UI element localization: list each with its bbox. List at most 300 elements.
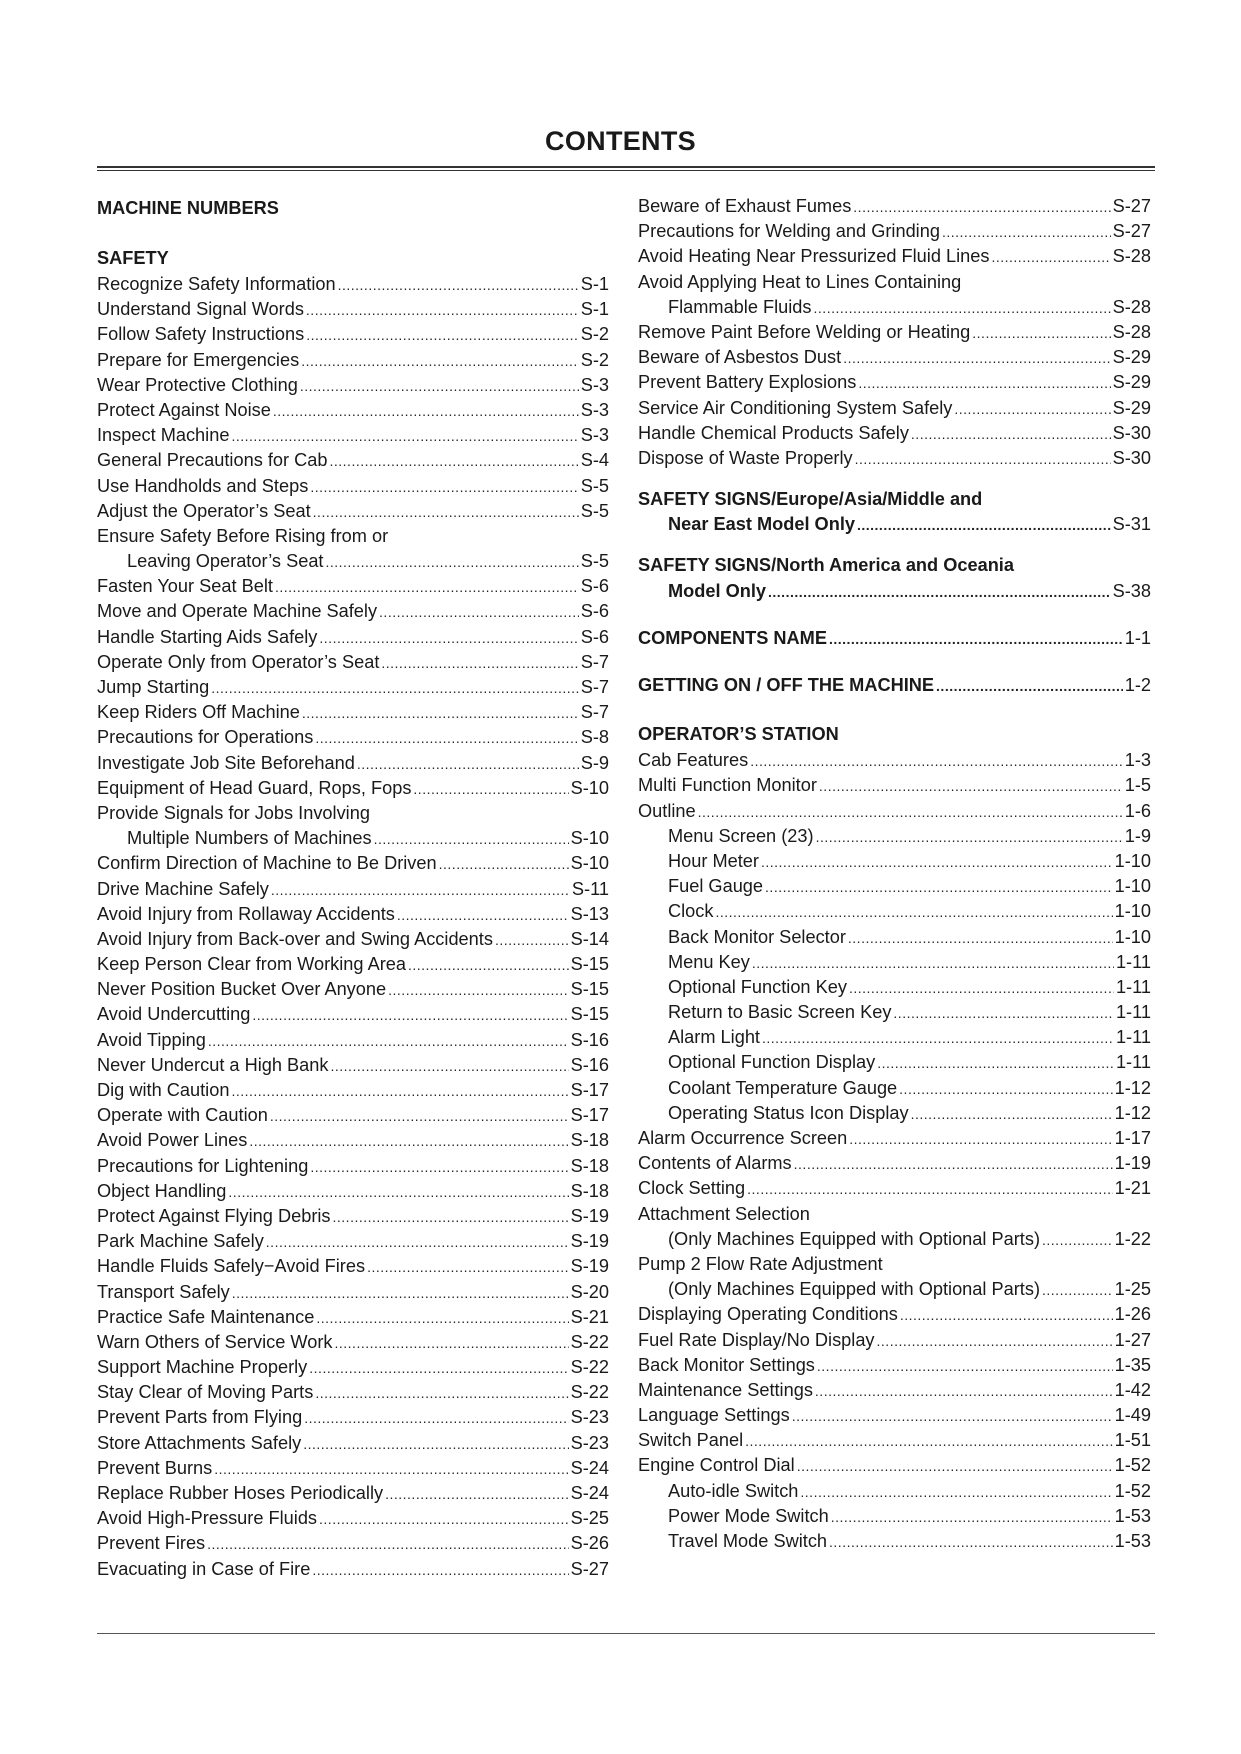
toc-entry[interactable]	[97, 1002, 609, 1027]
toc-page-number: S-7	[580, 677, 609, 697]
toc-entry[interactable]	[97, 952, 609, 977]
toc-entry-title: Contents of Alarms	[638, 1153, 792, 1174]
toc-entry[interactable]	[638, 295, 1151, 320]
toc-entry[interactable]	[638, 950, 1151, 975]
toc-entry-title: Store Attachments Safely	[97, 1432, 302, 1453]
toc-entry-title: Avoid Tipping	[97, 1029, 206, 1050]
toc-entry-title: Protect Against Noise	[97, 399, 271, 420]
toc-entry[interactable]	[638, 396, 1151, 421]
toc-page-number: S-3	[580, 425, 609, 446]
toc-page-number: S-6	[580, 626, 609, 647]
toc-entry-title: Multiple Numbers of Machines	[127, 828, 372, 849]
toc-entry-title: Adjust the Operator’s Seat	[97, 500, 311, 521]
toc-entry[interactable]	[97, 348, 609, 373]
toc-entry[interactable]	[638, 270, 1151, 295]
toc-entry[interactable]	[638, 345, 1151, 370]
toc-entry[interactable]	[97, 1179, 609, 1204]
dot-leader	[831, 1504, 1113, 1530]
dot-leader	[310, 1154, 568, 1180]
toc-entry[interactable]	[97, 297, 609, 322]
dot-leader	[911, 421, 1111, 447]
toc-page-number: S-17	[570, 1080, 609, 1100]
toc-entry-title: Outline	[638, 800, 696, 821]
dot-leader	[266, 1229, 569, 1255]
dot-leader	[306, 297, 579, 323]
toc-entry[interactable]	[97, 1355, 609, 1380]
dot-leader	[893, 1000, 1114, 1026]
toc-entry[interactable]	[97, 902, 609, 927]
toc-entry[interactable]	[97, 625, 609, 650]
toc-entry[interactable]	[638, 925, 1151, 950]
dot-leader	[228, 1179, 568, 1205]
toc-entry[interactable]	[97, 675, 609, 700]
toc-page-number: 1-25	[1114, 1279, 1151, 1300]
toc-entry-title: Prevent Fires	[97, 1533, 206, 1554]
toc-entry-title: Recognize Safety Information	[97, 274, 336, 294]
toc-page-number: 1-27	[1114, 1329, 1151, 1350]
toc-entry[interactable]	[97, 599, 609, 624]
toc-entry[interactable]	[638, 824, 1151, 849]
dot-leader	[316, 1305, 568, 1331]
toc-page-number: S-1	[580, 274, 609, 294]
toc-entry[interactable]	[97, 927, 609, 952]
toc-entry-title: Use Handholds and Steps	[97, 475, 309, 496]
toc-entry-title: Inspect Machine	[97, 425, 230, 446]
toc-entry-title: Cab Features	[638, 750, 749, 771]
toc-entry[interactable]	[638, 773, 1151, 798]
toc-entry-title: Service Air Conditioning System Safely	[638, 397, 953, 418]
toc-page-number: S-17	[570, 1105, 609, 1126]
dot-leader	[899, 1076, 1112, 1102]
toc-entry[interactable]	[638, 1479, 1151, 1504]
toc-entry-title: Beware of Exhaust Fumes	[638, 196, 852, 216]
toc-page-number: S-2	[580, 349, 609, 370]
toc-entry[interactable]	[638, 1328, 1151, 1353]
toc-page-number: 1-5	[1124, 775, 1151, 796]
toc-entry[interactable]	[638, 1302, 1151, 1327]
toc-entry-getting-on-off[interactable]: GETTING ON / OFF THE MACHINE ..... 1-2	[638, 673, 1151, 698]
dot-leader	[815, 1378, 1113, 1404]
title-divider	[97, 166, 1155, 171]
toc-entry-title: Power Mode Switch	[668, 1505, 829, 1526]
toc-page-number: 1-12	[1114, 1102, 1151, 1123]
toc-entry-title: (Only Machines Equipped with Optional Parts)	[668, 1228, 1041, 1249]
toc-entry[interactable]	[97, 1456, 609, 1481]
toc-page-number: S-27	[1112, 196, 1151, 216]
toc-entry-title: Multi Function Monitor	[638, 775, 817, 796]
dot-leader	[800, 1479, 1112, 1505]
toc-entry-title: Auto-idle Switch	[668, 1480, 799, 1501]
section-heading-machine-numbers[interactable]: MACHINE NUMBERS	[97, 198, 279, 218]
toc-page-number: 1-51	[1114, 1430, 1151, 1451]
toc-entry[interactable]	[638, 1504, 1151, 1529]
toc-entry[interactable]	[97, 977, 609, 1002]
toc-entry[interactable]: Near East Model Only ..... S-31	[638, 512, 1151, 537]
dot-leader	[357, 751, 579, 777]
dot-leader	[252, 1002, 568, 1028]
toc-page-number: S-22	[570, 1357, 609, 1378]
toc-entry[interactable]	[638, 370, 1151, 395]
toc-entry-title: Back Monitor Selector	[668, 926, 846, 947]
dot-leader	[439, 851, 569, 877]
toc-entry[interactable]	[97, 1431, 609, 1456]
dot-leader	[752, 950, 1114, 976]
toc-entry[interactable]	[638, 849, 1151, 874]
dot-leader	[231, 423, 578, 449]
dot-leader	[214, 1456, 568, 1482]
toc-page-number: S-19	[570, 1256, 609, 1277]
dot-leader	[309, 1355, 568, 1381]
toc-entry[interactable]	[97, 1481, 609, 1506]
toc-entry-title: Optional Function Display	[668, 1052, 876, 1073]
toc-entry[interactable]	[97, 574, 609, 599]
toc-entry[interactable]	[97, 373, 609, 398]
toc-entry-title: Displaying Operating Conditions	[638, 1304, 898, 1325]
toc-entry-title: Equipment of Head Guard, Rops, Fops	[97, 777, 412, 798]
toc-entry[interactable]	[638, 975, 1151, 1000]
toc-page-number: S-3	[580, 399, 609, 420]
toc-entry-title: Handle Chemical Products Safely	[638, 422, 909, 443]
dot-leader	[385, 1481, 568, 1507]
toc-entry-title: Never Position Bucket Over Anyone	[97, 979, 387, 1000]
toc-entry-title: Avoid Power Lines	[97, 1130, 248, 1151]
toc-entry-title: Wear Protective Clothing	[97, 374, 298, 395]
dot-leader	[1042, 1277, 1113, 1303]
dot-leader	[302, 700, 579, 726]
toc-entry-title: Dispose of Waste Properly	[638, 447, 853, 468]
toc-page-number: S-10	[570, 853, 609, 874]
dot-leader	[207, 1531, 568, 1557]
toc-entry[interactable]	[97, 272, 609, 297]
toc-page-number: 1-3	[1124, 750, 1151, 771]
toc-entry-title: Engine Control Dial	[638, 1455, 795, 1476]
toc-entry[interactable]	[97, 1405, 609, 1430]
toc-entry[interactable]: Model Only ..... S-38	[638, 579, 1151, 604]
toc-page-number: S-28	[1112, 246, 1151, 267]
toc-entry-title: Investigate Job Site Beforehand	[97, 752, 355, 773]
toc-entry[interactable]	[97, 1305, 609, 1330]
toc-entry-title: Maintenance Settings	[638, 1379, 813, 1400]
toc-entry-title: Switch Panel	[638, 1430, 744, 1451]
dot-leader	[765, 874, 1113, 900]
dot-leader	[972, 320, 1110, 346]
toc-entry[interactable]	[97, 826, 609, 851]
toc-entry[interactable]	[638, 194, 1151, 219]
dot-leader	[232, 1280, 569, 1306]
dot-leader	[313, 499, 579, 525]
dot-leader	[275, 574, 579, 600]
toc-entry-title: Never Undercut a High Bank	[97, 1054, 329, 1075]
dot-leader	[698, 799, 1123, 825]
dot-leader	[315, 1380, 568, 1406]
dot-leader	[715, 899, 1112, 925]
toc-entry-title: Handle Starting Aids Safely	[97, 626, 318, 647]
toc-page-number: S-30	[1112, 422, 1151, 443]
toc-entry[interactable]	[97, 322, 609, 347]
dot-leader	[301, 348, 579, 374]
toc-page-number: S-6	[580, 601, 609, 622]
toc-entry[interactable]	[97, 1330, 609, 1355]
toc-entry[interactable]	[97, 1557, 609, 1582]
toc-entry[interactable]	[638, 1000, 1151, 1025]
toc-entry[interactable]	[638, 1277, 1151, 1302]
toc-page-number: S-21	[570, 1306, 609, 1327]
toc-entry[interactable]	[97, 776, 609, 801]
toc-page-number: S-15	[570, 979, 609, 1000]
toc-entry-title: Fuel Rate Display/No Display	[638, 1329, 875, 1350]
toc-entry-title: General Precautions for Cab	[97, 450, 328, 471]
dot-leader	[817, 1353, 1113, 1379]
toc-entry-title: Leaving Operator’s Seat	[127, 551, 324, 572]
toc-entry-title: Fasten Your Seat Belt	[97, 576, 273, 597]
toc-page-number: S-24	[570, 1457, 609, 1478]
toc-entry[interactable]	[638, 1126, 1151, 1151]
toc-page-number: S-16	[570, 1029, 609, 1050]
toc-entry-title: Clock Setting	[638, 1178, 746, 1199]
toc-entry[interactable]	[97, 423, 609, 448]
toc-page-number: 1-11	[1115, 1002, 1151, 1023]
toc-page-number: S-5	[580, 475, 609, 496]
toc-left-column	[97, 194, 609, 1582]
toc-entry-title: Back Monitor Settings	[638, 1354, 815, 1375]
toc-entry-title: Prevent Burns	[97, 1457, 213, 1478]
toc-entry[interactable]	[638, 1353, 1151, 1378]
toc-entry[interactable]	[638, 1227, 1151, 1252]
toc-entry[interactable]	[97, 1506, 609, 1531]
dot-leader	[388, 977, 568, 1003]
toc-entry-title: Operate Only from Operator’s Seat	[97, 651, 380, 672]
dot-leader	[231, 1078, 568, 1104]
dot-leader	[270, 1103, 569, 1129]
toc-entry[interactable]	[638, 421, 1151, 446]
toc-entry-title: Handle Fluids Safely−Avoid Fires	[97, 1256, 366, 1277]
toc-entry[interactable]	[638, 1403, 1151, 1428]
toc-entry-components-name[interactable]: COMPONENTS NAME ..... 1-1	[638, 626, 1151, 651]
toc-page-number: S-27	[570, 1558, 609, 1579]
toc-page-number: S-16	[570, 1054, 609, 1075]
toc-right-column	[638, 194, 1151, 1554]
toc-page-number: S-13	[570, 903, 609, 924]
toc-page-number: 1-42	[1114, 1379, 1151, 1400]
toc-entry-title: Prevent Battery Explosions	[638, 372, 857, 393]
toc-entry[interactable]	[638, 244, 1151, 269]
dot-leader	[761, 849, 1113, 875]
toc-page-number: S-7	[580, 651, 609, 672]
toc-entry[interactable]	[638, 1050, 1151, 1075]
toc-entry-title: Avoid Heating Near Pressurized Fluid Lines	[638, 246, 990, 267]
toc-page-number: S-18	[570, 1180, 609, 1201]
dot-leader	[829, 1529, 1113, 1555]
toc-page-number: S-22	[570, 1382, 609, 1403]
toc-entry[interactable]	[638, 799, 1151, 824]
toc-entry-title: Object Handling	[97, 1180, 227, 1201]
toc-entry-title: Attachment Selection	[638, 1203, 810, 1224]
toc-entry[interactable]	[97, 1078, 609, 1103]
dot-leader	[991, 244, 1110, 270]
toc-entry-title: Warn Others of Service Work	[97, 1331, 333, 1352]
toc-page-number: S-22	[570, 1331, 609, 1352]
toc-entry-title: Provide Signals for Jobs Involving	[97, 802, 370, 823]
toc-entry-title: Replace Rubber Hoses Periodically	[97, 1483, 384, 1503]
toc-entry[interactable]	[638, 1101, 1151, 1126]
toc-entry-title: Hour Meter	[668, 850, 759, 871]
toc-page-number: S-27	[1112, 221, 1151, 242]
toc-entry[interactable]	[97, 1028, 609, 1053]
toc-entry-title: Transport Safely	[97, 1281, 230, 1302]
toc-page-number: 1-10	[1114, 926, 1151, 947]
toc-entry[interactable]	[638, 874, 1151, 899]
toc-page-number: S-10	[570, 828, 609, 849]
dot-leader	[745, 1428, 1112, 1454]
toc-entry-title: Stay Clear of Moving Parts	[97, 1382, 314, 1403]
toc-entry-title: Optional Function Key	[668, 976, 847, 997]
toc-entry-title: Prevent Parts from Flying	[97, 1407, 303, 1428]
dot-leader	[315, 725, 578, 751]
toc-entry[interactable]	[638, 1202, 1151, 1227]
toc-entry-title: Fuel Gauge	[668, 876, 764, 897]
toc-entry-title: Ensure Safety Before Rising from or	[97, 525, 389, 546]
toc-entry[interactable]	[638, 1378, 1151, 1403]
toc-entry[interactable]	[97, 1280, 609, 1305]
toc-entry[interactable]	[97, 650, 609, 675]
toc-entry[interactable]	[638, 899, 1151, 924]
toc-page-number: S-23	[570, 1407, 609, 1428]
toc-entry[interactable]	[97, 1380, 609, 1405]
toc-page-number: 1-10	[1114, 876, 1151, 897]
toc-entry[interactable]	[97, 801, 609, 826]
toc-entry[interactable]	[97, 877, 609, 902]
toc-entry-title: Follow Safety Instructions	[97, 324, 305, 345]
toc-entry[interactable]	[97, 1128, 609, 1153]
toc-entry[interactable]	[638, 1025, 1151, 1050]
toc-entry[interactable]	[97, 524, 609, 549]
toc-entry[interactable]	[97, 851, 609, 876]
dot-leader	[325, 549, 578, 575]
section-heading-operators-station[interactable]: OPERATOR’S STATION	[638, 724, 839, 745]
toc-entry-title: Park Machine Safely	[97, 1231, 264, 1252]
toc-entry-title: Practice Safe Maintenance	[97, 1306, 315, 1327]
toc-entry[interactable]	[97, 448, 609, 473]
toc-entry-title: Coolant Temperature Gauge	[668, 1077, 898, 1098]
dot-leader	[273, 398, 579, 424]
toc-entry-title: Protect Against Flying Debris	[97, 1205, 331, 1226]
toc-entry-title: Avoid Applying Heat to Lines Containing	[638, 271, 962, 292]
footer-divider	[97, 1633, 1155, 1634]
toc-entry[interactable]: SAFETY SIGNS/Europe/Asia/Middle and	[638, 489, 983, 510]
toc-entry[interactable]	[97, 398, 609, 423]
toc-entry-title: Evacuating in Case of Fire	[97, 1558, 311, 1579]
toc-page-number: 1-12	[1114, 1077, 1151, 1098]
toc-page-number: 1-35	[1114, 1354, 1151, 1375]
toc-entry[interactable]	[97, 474, 609, 499]
toc-page-number: S-29	[1112, 372, 1151, 393]
toc-entry[interactable]	[97, 1531, 609, 1556]
toc-entry-title: Precautions for Lightening	[97, 1155, 309, 1176]
dot-leader	[750, 748, 1123, 774]
dot-leader	[319, 625, 578, 651]
toc-entry[interactable]	[97, 499, 609, 524]
dot-leader	[877, 1328, 1113, 1354]
toc-entry[interactable]	[638, 748, 1151, 773]
toc-entry[interactable]	[97, 725, 609, 750]
toc-page-number: S-5	[580, 500, 609, 521]
toc-entry-title: Pump 2 Flow Rate Adjustment	[638, 1253, 883, 1274]
toc-entry[interactable]	[638, 219, 1151, 244]
toc-entry[interactable]	[97, 1254, 609, 1279]
toc-entry-title: Travel Mode Switch	[668, 1531, 828, 1551]
toc-entry[interactable]	[638, 1151, 1151, 1176]
toc-page-number: 1-19	[1114, 1153, 1151, 1174]
toc-page-number: S-28	[1112, 321, 1151, 342]
toc-entry[interactable]	[97, 1229, 609, 1254]
dot-leader	[900, 1302, 1113, 1328]
toc-entry-title: Support Machine Properly	[97, 1357, 308, 1378]
toc-entry[interactable]	[97, 549, 609, 574]
dot-leader	[306, 322, 578, 348]
toc-page-number: 1-10	[1114, 901, 1151, 922]
section-heading-safety[interactable]: SAFETY	[97, 248, 169, 268]
toc-entry-title: Avoid Undercutting	[97, 1004, 251, 1025]
toc-page-number: S-6	[580, 576, 609, 597]
dot-leader	[413, 776, 568, 802]
toc-entry[interactable]	[638, 320, 1151, 345]
toc-page-number: S-10	[570, 777, 609, 798]
dot-leader	[319, 1506, 569, 1532]
toc-entry[interactable]	[97, 1154, 609, 1179]
dot-leader	[333, 1204, 569, 1230]
toc-page-number: S-3	[580, 374, 609, 395]
dot-leader	[762, 1025, 1114, 1051]
toc-entry[interactable]	[638, 446, 1151, 471]
dot-leader	[495, 927, 569, 953]
toc-page-number: 1-22	[1114, 1228, 1151, 1249]
dot-leader	[849, 1126, 1112, 1152]
toc-entry[interactable]	[97, 751, 609, 776]
toc-entry[interactable]	[97, 1053, 609, 1078]
toc-page-number: S-18	[570, 1155, 609, 1176]
toc-entry-title: (Only Machines Equipped with Optional Parts)	[668, 1279, 1041, 1300]
toc-page-number: 1-10	[1114, 850, 1151, 871]
toc-page-number: S-30	[1112, 447, 1151, 468]
toc-entry-title: Precautions for Welding and Grinding	[638, 221, 940, 242]
dot-leader	[330, 448, 579, 474]
toc-entry[interactable]	[638, 1453, 1151, 1478]
toc-entry[interactable]	[638, 1529, 1151, 1554]
dot-leader	[797, 1453, 1113, 1479]
toc-entry[interactable]	[97, 1204, 609, 1229]
toc-entry-title: Confirm Direction of Machine to Be Driven	[97, 853, 437, 874]
toc-entry-title: Menu Key	[668, 951, 750, 972]
toc-entry[interactable]	[97, 700, 609, 725]
toc-page-number: 1-11	[1115, 976, 1151, 997]
toc-entry-title: Avoid Injury from Rollaway Accidents	[97, 903, 395, 924]
toc-entry[interactable]	[638, 1076, 1151, 1101]
dot-leader	[304, 1405, 568, 1431]
toc-page-number: S-18	[570, 1130, 609, 1151]
toc-entry[interactable]	[638, 1252, 1151, 1277]
toc-page-number: S-19	[570, 1205, 609, 1226]
toc-entry[interactable]	[638, 1428, 1151, 1453]
toc-entry-title: Operate with Caution	[97, 1105, 268, 1126]
dot-leader	[814, 295, 1111, 321]
toc-entry-title: Alarm Light	[668, 1027, 760, 1048]
toc-entry[interactable]	[97, 1103, 609, 1128]
toc-entry[interactable]: SAFETY SIGNS/North America and Oceania	[638, 555, 1014, 576]
toc-entry-title: Remove Paint Before Welding or Heating	[638, 321, 971, 342]
dot-leader	[819, 773, 1123, 799]
dot-leader	[954, 396, 1110, 422]
toc-entry[interactable]	[638, 1176, 1151, 1201]
